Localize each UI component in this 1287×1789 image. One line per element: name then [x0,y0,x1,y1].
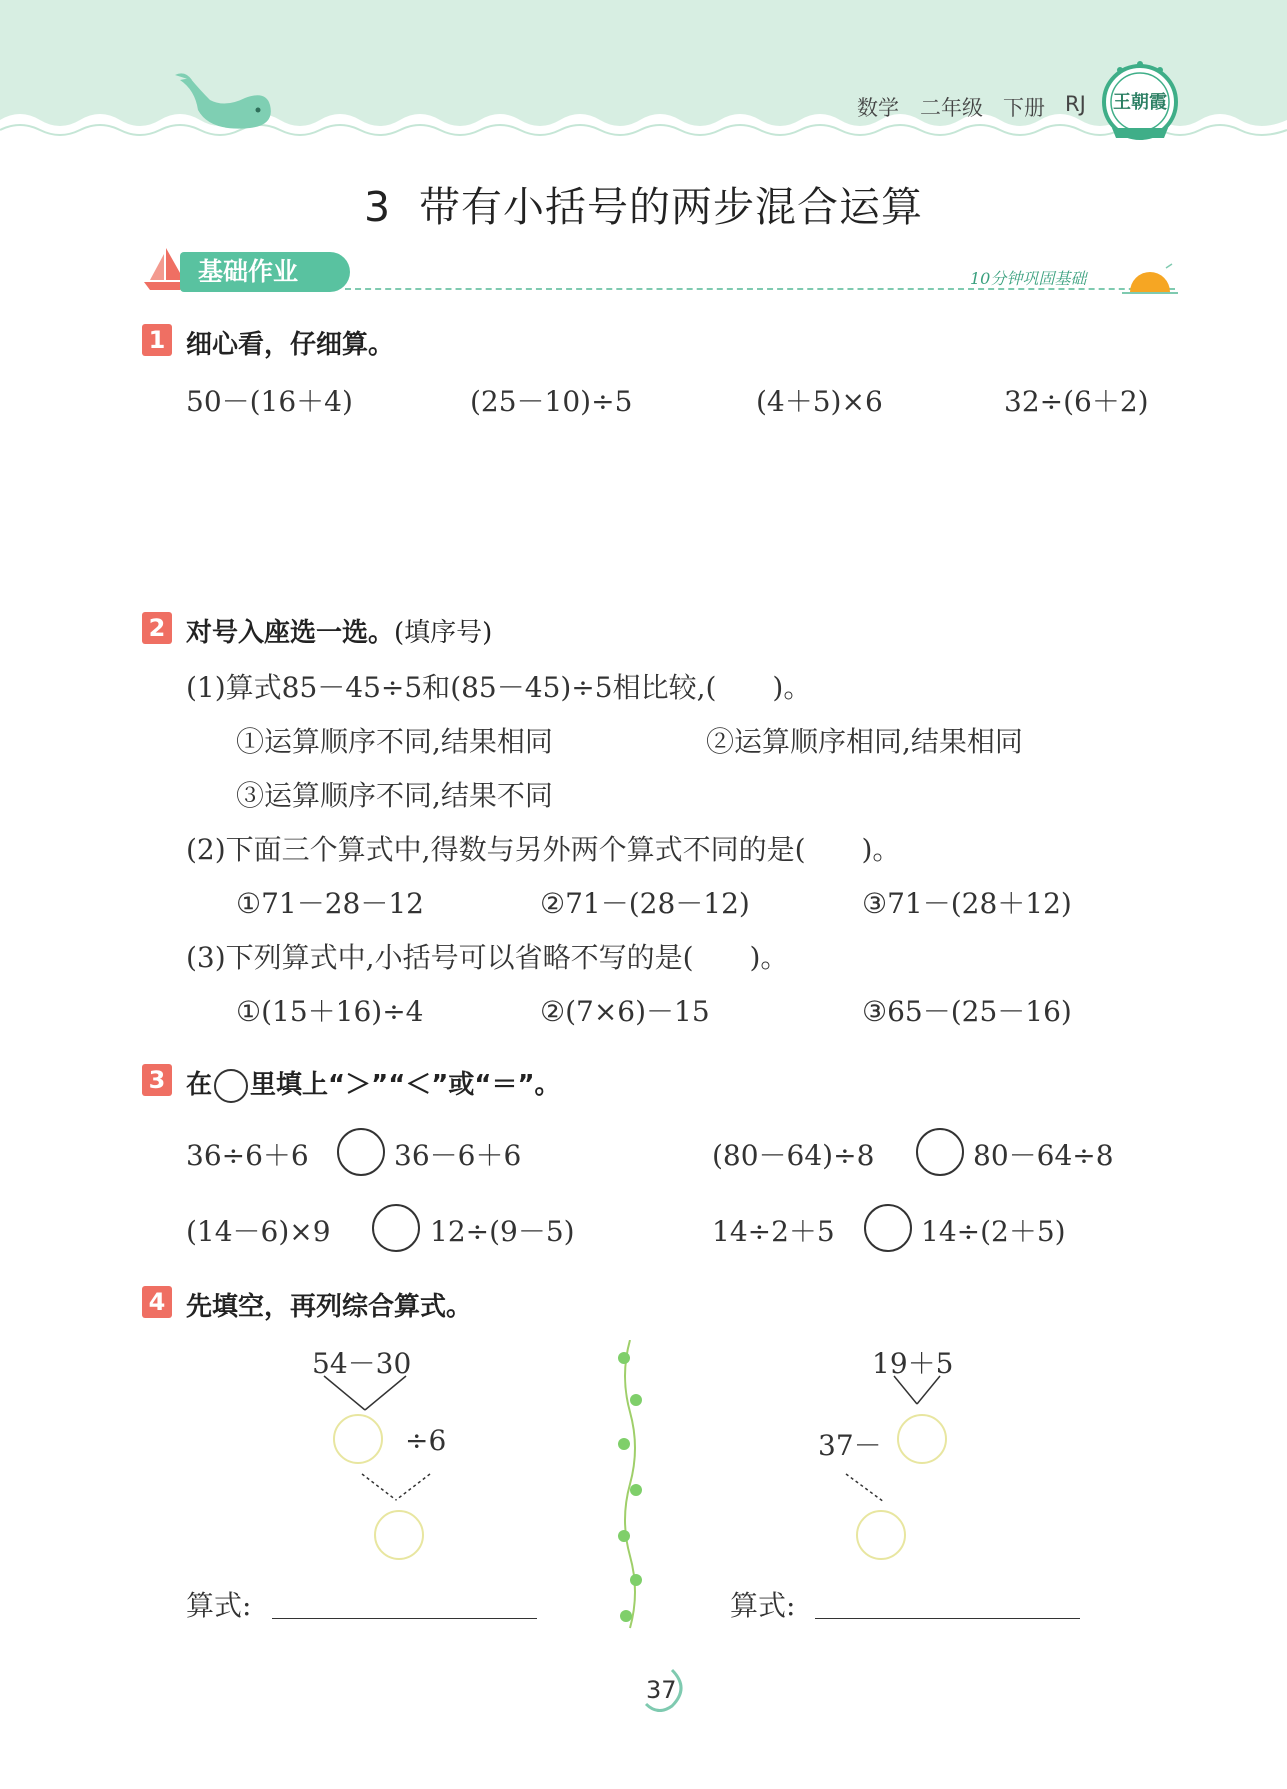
question-2-title [186,612,492,649]
q3-row1-left-compare-circle[interactable] [337,1128,385,1176]
question-3-title [186,1064,561,1103]
question-4-title: 先填空，再列综合算式。 [186,1292,473,1322]
q3-row2-left-expr-a: (14－6)×9 [186,1215,331,1248]
q4-right-answer-circle-1[interactable] [897,1414,947,1464]
question-3-title-a: 在 [186,1070,213,1100]
q3-row1-right-compare-circle[interactable] [916,1128,964,1176]
question-3-title-b: 里填上“＞”“＜”或“＝”。 [250,1070,561,1100]
q4-left-formula-answer-line[interactable] [272,1618,537,1619]
q1-expression-4: 32÷(6＋2) [1004,385,1149,418]
question-2-hint: (填序号) [394,618,493,648]
lesson-number: 3 [363,183,392,231]
question-4-badge: 4 [142,1286,172,1318]
q4-right-top-expr: 19＋5 [872,1347,954,1380]
q2-part2-option3: ③71－(28＋12) [862,887,1072,920]
q4-left-answer-circle-2[interactable] [374,1510,424,1560]
question-3-badge: 3 [142,1064,172,1096]
q4-left-answer-circle-1[interactable] [333,1414,383,1464]
vine-divider-decoration [612,1340,648,1630]
brand-seal-logo [1100,58,1180,148]
q1-expression-2: (25－10)÷5 [470,385,633,418]
q2-part3-option2: ②(7×6)－15 [540,995,710,1028]
q2-part3-stem: (3)下列算式中,小括号可以省略不写的是( )。 [186,941,789,974]
grade-label: 二年级 [920,96,983,120]
q4-right-operator: 37－ [818,1429,882,1462]
circle-symbol-icon [214,1069,248,1103]
q4-right-merge-dotted [844,1472,888,1506]
q3-row2-left-compare-circle[interactable] [372,1204,420,1252]
question-1-title: 细心看，仔细算。 [186,330,395,360]
q4-left-formula-label: 算式: [186,1589,252,1622]
q4-left-top-expr: 54－30 [312,1347,412,1380]
q3-row1-right-expr-a: (80－64)÷8 [712,1139,875,1172]
q2-part1-option2: ②运算顺序相同,结果相同 [706,725,1023,758]
q4-right-formula-label: 算式: [730,1589,796,1622]
volume-label: 下册 [1003,96,1045,120]
q3-row2-left-expr-b: 12÷(9－5) [430,1215,575,1248]
q1-expression-3: (4＋5)×6 [756,385,883,418]
seal-text: 王朝霞 [1113,92,1167,113]
q3-row1-left-expr-a: 36÷6＋6 [186,1139,309,1172]
section-tag: 基础作业 [180,252,350,292]
q3-row1-left-expr-b: 36－6＋6 [394,1139,522,1172]
lesson-title-text: 带有小括号的两步混合运算 [419,183,924,231]
q1-expression-1: 50－(16＋4) [186,385,353,418]
q2-part1-option3: ③运算顺序不同,结果不同 [236,779,553,812]
q4-left-merge-dotted [360,1472,432,1502]
question-2-badge: 2 [142,612,172,644]
q4-right-merge-lines [892,1374,942,1408]
q2-part3-option1: ①(15＋16)÷4 [236,995,424,1028]
q3-row2-right-expr-a: 14÷2＋5 [712,1215,835,1248]
q2-part2-option2: ②71－(28－12) [540,887,750,920]
q2-part1-stem: (1)算式85－45÷5和(85－45)÷5相比较,( )。 [186,671,812,704]
q2-part1-option1: ①运算顺序不同,结果相同 [236,725,553,758]
question-1-badge: 1 [142,324,172,356]
q2-part2-option1: ①71－28－12 [236,887,424,920]
page-number: 37 [646,1676,677,1704]
whale-icon [170,70,280,135]
q2-part3-option3: ③65－(25－16) [862,995,1072,1028]
q4-right-formula-answer-line[interactable] [815,1618,1080,1619]
lesson-title [0,174,1287,233]
edition-label: RJ [1065,92,1086,116]
q4-right-answer-circle-2[interactable] [856,1510,906,1560]
question-2-title-text: 对号入座选一选。 [186,618,395,648]
q3-row2-right-compare-circle[interactable] [864,1204,912,1252]
q2-part2-stem: (2)下面三个算式中,得数与另外两个算式不同的是( )。 [186,833,901,866]
subject-label: 数学 [857,96,899,120]
q3-row1-right-expr-b: 80－64÷8 [973,1139,1114,1172]
section-note: 10分钟巩固基础 [970,269,1087,288]
sunrise-icon [1120,262,1180,296]
q4-left-operator: ÷6 [405,1424,447,1457]
q3-row2-right-expr-b: 14÷(2＋5) [921,1215,1066,1248]
q4-left-merge-lines [320,1374,410,1414]
